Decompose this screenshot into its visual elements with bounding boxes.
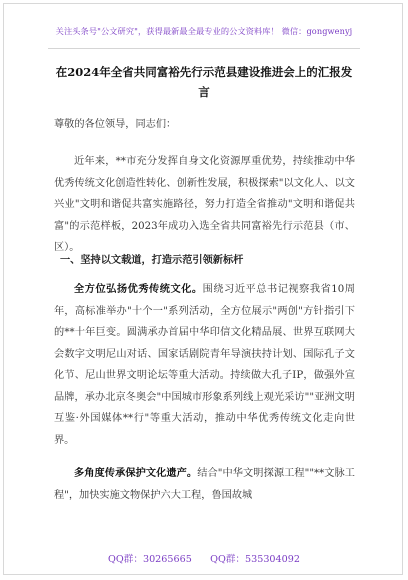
- paragraph-lead: 全方位弘扬优秀传统文化。: [74, 283, 203, 295]
- paragraph-body: 结合"中华文明探源工程""**文脉工程"，加快实施文物保护六大工程，鲁国故城: [54, 468, 355, 501]
- paragraph-culture-promotion: [54, 279, 355, 451]
- document-title: 在2024年全省共同富裕先行示范县建设推进会上的汇报发言: [55, 65, 353, 99]
- paragraph-lead: 多角度传承保护文化遗产。: [74, 467, 198, 479]
- salutation: 尊敬的各位领导，同志们：: [54, 119, 177, 130]
- header-banner: 关注头条号"公文研究"，获得最新最全最专业的公文资料库！ 微信：gongwenyj: [55, 26, 353, 36]
- footer-banner: QQ群：30265665 QQ群：535304092: [108, 554, 300, 565]
- section-heading: 一、坚持以文载道，打造示范引领新标杆: [60, 254, 244, 266]
- header-divider: [48, 48, 360, 49]
- paragraph-heritage-protection: [54, 463, 355, 506]
- paragraph-body: 围绕习近平总书记视察我省10周年，高标准举办"十个一"系列活动，全方位展示"两创"方针指引下的**十年巨变。圆满承办首届中华印信文化精品展、世界互联网大会数字文明尼山对话、国家话剧院青年导演扶持计划、国际孔子文化节、尼山世界文明论坛等重大活动。持续做大孔子IP，做强外宣品牌，承办北京冬奥会"中国城市形象系列线上观光采访""亚洲文明互鉴·外国媒体**行"等重大活动，推动中华优秀传统文化走向世界。: [54, 284, 355, 446]
- intro-paragraph: 近年来，**市充分发挥自身文化资源厚重优势，持续推动中华优秀传统文化创造性转化、创新性发展，积极探索"以文化人、以文兴业"文明和谐促共富实施路径，努力打造全省推动"文明和谐促共富"的示范样板，2023年成功入选全省共同富裕先行示范县（市、区）。: [54, 156, 355, 253]
